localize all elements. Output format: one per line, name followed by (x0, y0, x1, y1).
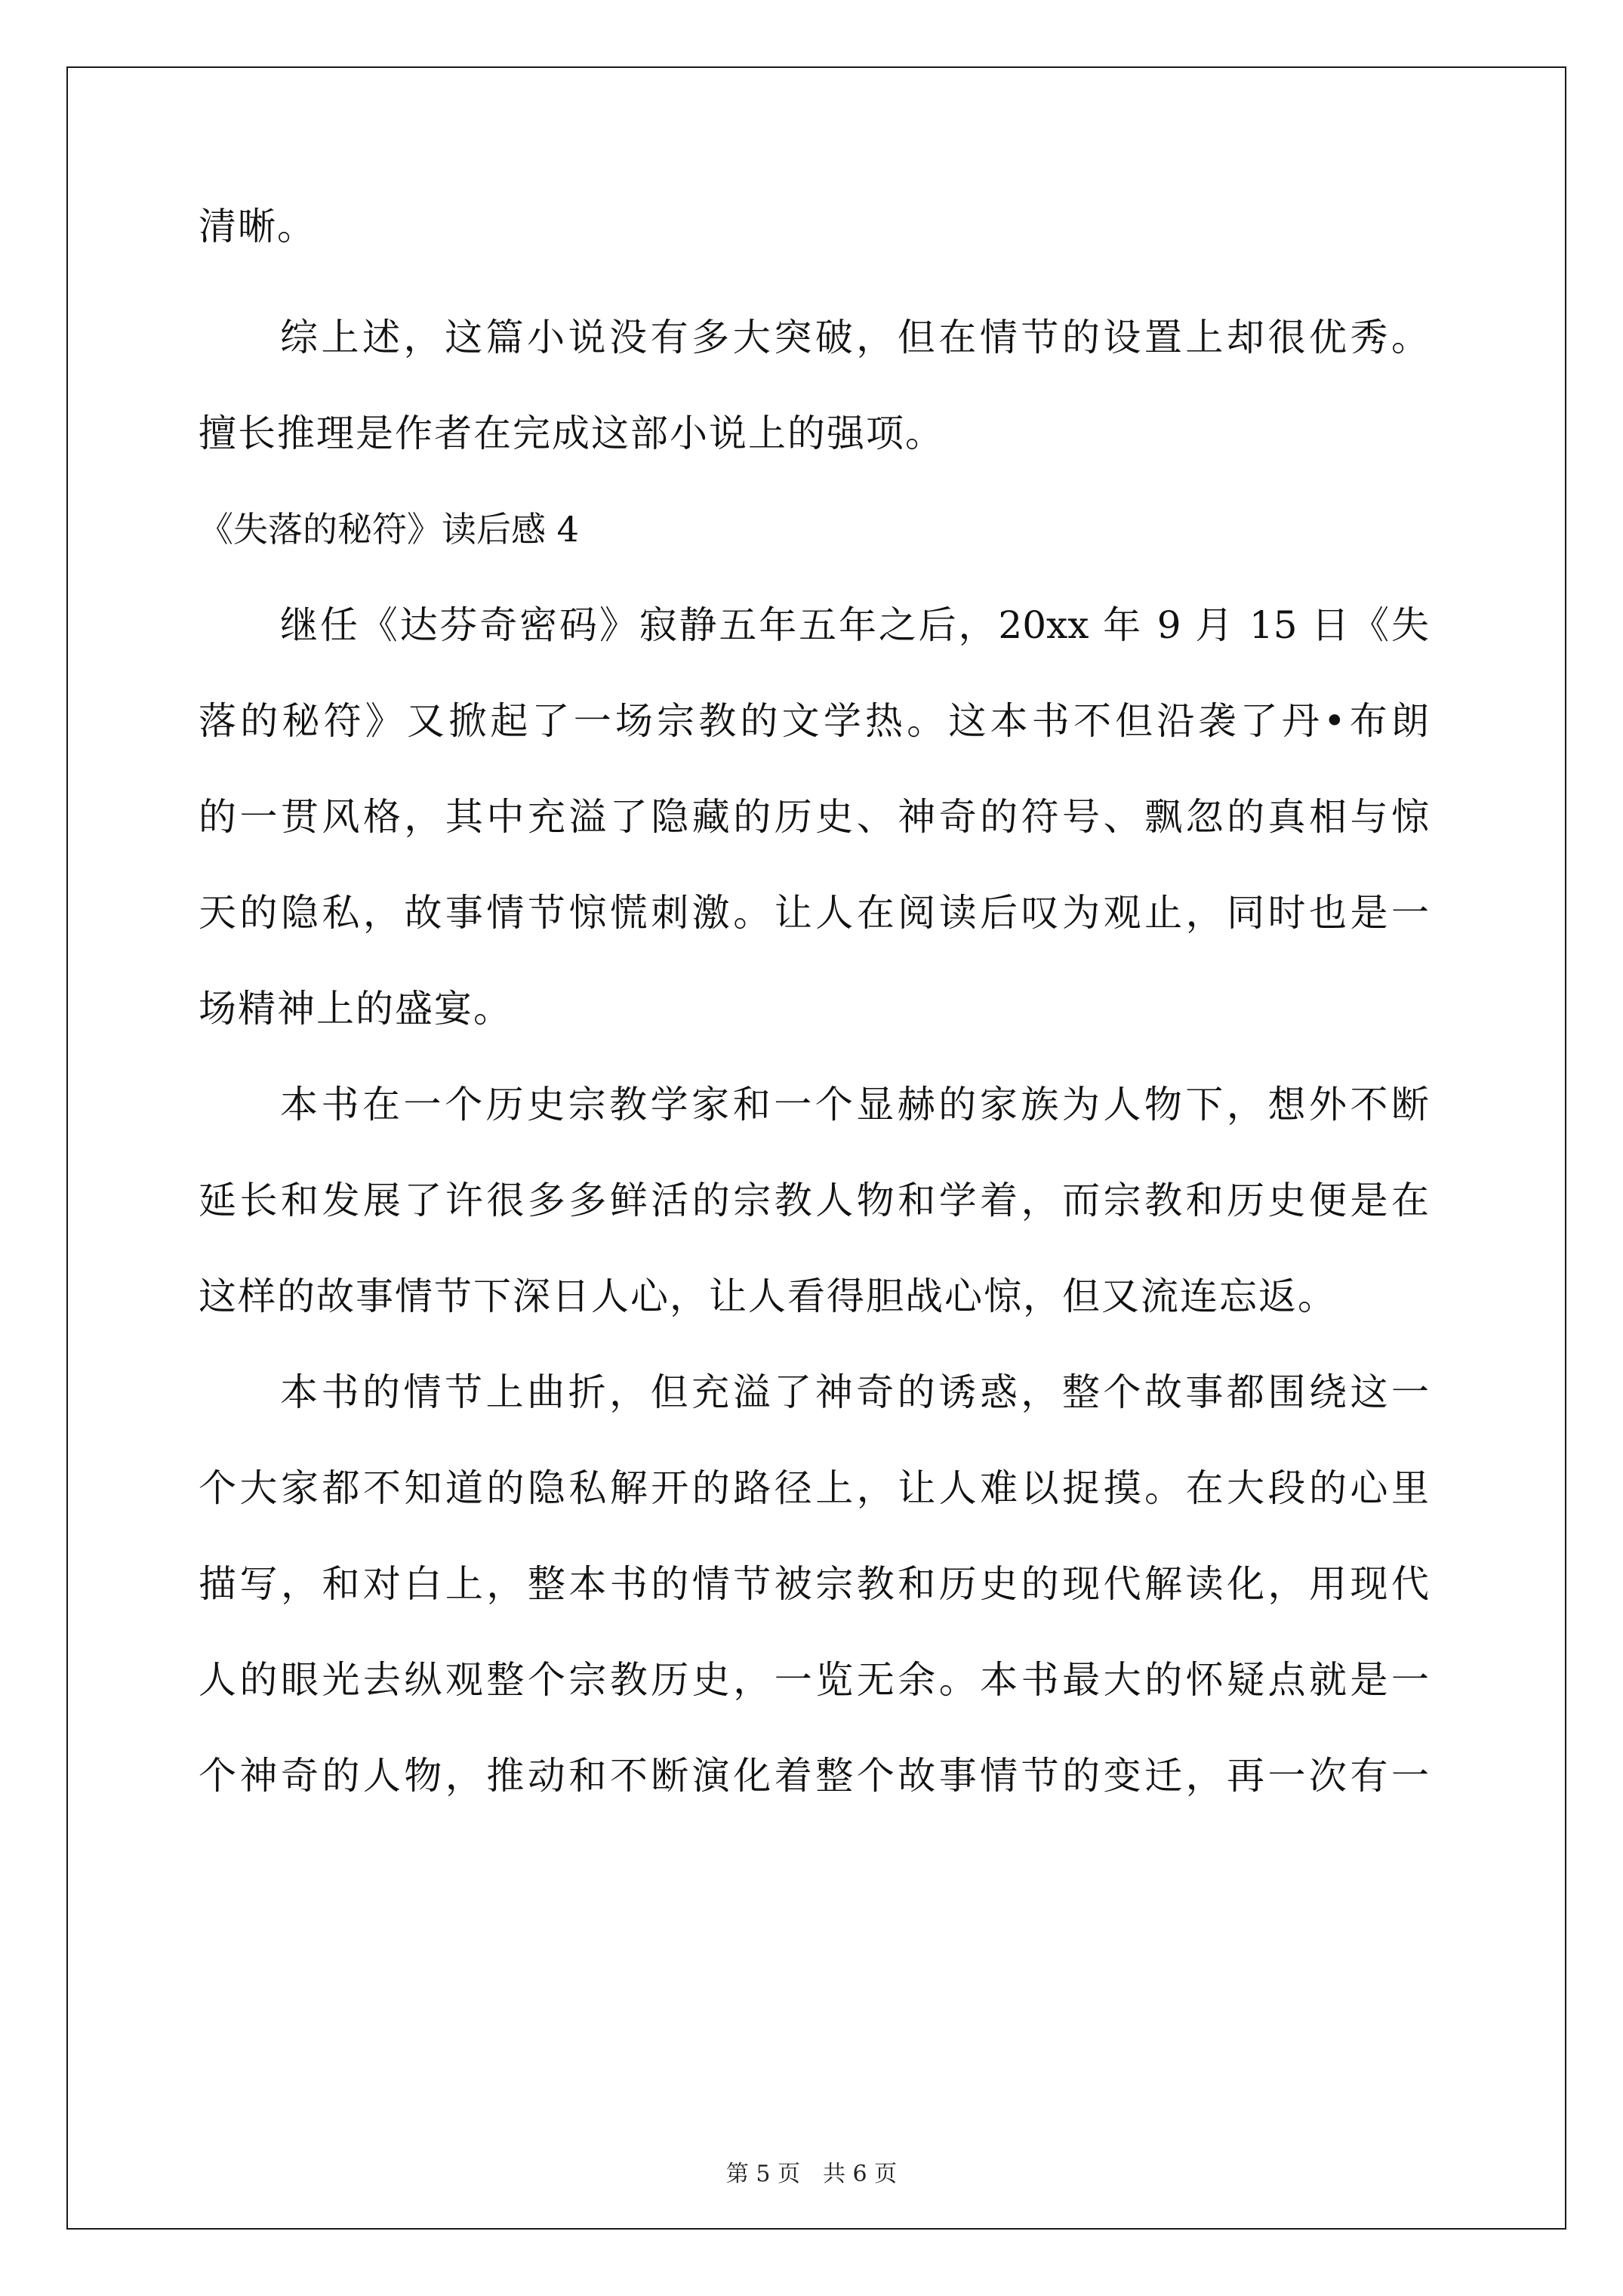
text-line: 场精神上的盛宴。 (199, 987, 513, 1031)
paragraph-first-line: 本书在一个历史宗教学家和一个显赫的家族为人物下，想外不断 (280, 1083, 1429, 1126)
paragraph-first-line: 本书的情节上曲折，但充溢了神奇的诱惑，整个故事都围绕这一 (280, 1370, 1429, 1414)
text-line: 个大家都不知道的隐私解开的路径上，让人难以捉摸。在大段的心里 (199, 1466, 1429, 1510)
page-border (66, 66, 1566, 2230)
page-number-footer: 第 5 页 共 6 页 (725, 2161, 898, 2187)
text-line: 人的眼光去纵观整个宗教历史，一览无余。本书最大的怀疑点就是一 (199, 1658, 1429, 1702)
text-line: 天的隐私，故事情节惊慌刺激。让人在阅读后叹为观止，同时也是一 (199, 891, 1429, 935)
text-line: 延长和发展了许很多多鲜活的宗教人物和学着，而宗教和历史便是在 (199, 1179, 1429, 1222)
text-line: 个神奇的人物，推动和不断演化着整个故事情节的变迁，再一次有一 (199, 1754, 1429, 1798)
text-line: 擅长推理是作者在完成这部小说上的强项。 (199, 411, 944, 455)
section-heading: 《失落的秘符》读后感 4 (199, 509, 579, 550)
paragraph-first-line: 继任《达芬奇密码》寂静五年五年之后，20xx 年 9 月 15 日《失 (280, 603, 1429, 647)
text-line: 落的秘符》又掀起了一场宗教的文学热。这本书不但沿袭了丹•布朗 (199, 699, 1429, 743)
text-line: 这样的故事情节下深日人心，让人看得胆战心惊，但又流连忘返。 (199, 1274, 1337, 1318)
text-line: 的一贯风格，其中充溢了隐藏的历史、神奇的符号、飘忽的真相与惊 (199, 795, 1429, 839)
text-line: 清晰。 (199, 205, 316, 248)
paragraph-first-line: 综上述，这篇小说没有多大突破，但在情节的设置上却很优秀。 (280, 316, 1429, 359)
text-line: 描写，和对白上，整本书的情节被宗教和历史的现代解读化，用现代 (199, 1562, 1429, 1606)
